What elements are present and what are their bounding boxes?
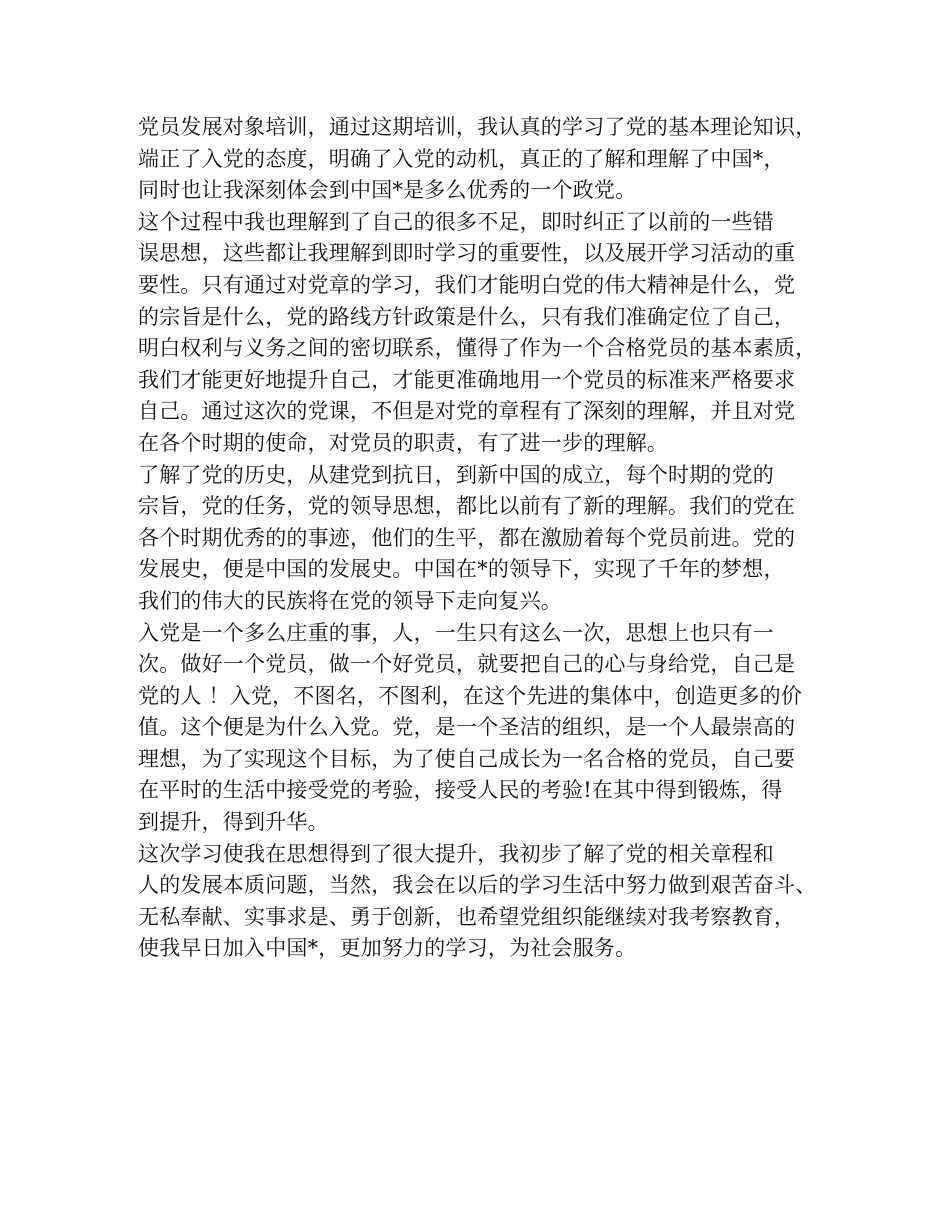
- text-line: 自己。通过这次的党课，不但是对党的章程有了深刻的理解，并且对党: [138, 399, 796, 424]
- text-line: 党的人 ！入党，不图名，不图利，在这个先进的集体中，创造更多的价: [138, 683, 803, 708]
- text-line: 的宗旨是什么，党的路线方针政策是什么，只有我们准确定位了自己，: [138, 304, 796, 329]
- text-line: 到提升，得到升华。: [138, 810, 329, 835]
- text-line: 端正了入党的态度，明确了入党的动机，真正的了解和理解了中国*，: [138, 146, 785, 171]
- text-line: 明白权利与义务之间的密切联系，懂得了作为一个合格党员的基本素质，: [138, 336, 817, 361]
- text-line: 这次学习使我在思想得到了很大提升，我初步了解了党的相关章程和: [138, 841, 774, 866]
- text-line: 党员发展对象培训，通过这期培训，我认真的学习了党的基本理论知识，: [138, 115, 817, 139]
- text-line: 我们才能更好地提升自己，才能更准确地用一个党员的标准来严格要求: [138, 367, 796, 392]
- text-line: 人的发展本质问题，当然，我会在以后的学习生活中努力做到艰苦奋斗、: [138, 873, 817, 898]
- body-text: [138, 112, 828, 965]
- text-line: 误思想，这些都让我理解到即时学习的重要性，以及展开学习活动的重: [138, 241, 796, 266]
- text-line: 值。这个便是为什么入党。党，是一个圣洁的组织，是一个人最崇高的: [138, 715, 796, 740]
- text-line: 要性。只有通过对党章的学习，我们才能明白党的伟大精神是什么，党: [138, 272, 796, 297]
- text-line: 这个过程中我也理解到了自己的很多不足，即时纠正了以前的一些错: [138, 209, 774, 234]
- text-line: 我们的伟大的民族将在党的领导下走向复兴。: [138, 588, 562, 613]
- text-line: 理想，为了实现这个目标，为了使自己成长为一名合格的党员，自己要: [138, 746, 796, 771]
- text-line: 次。做好一个党员，做一个好党员，就要把自己的心与身给党，自己是: [138, 652, 796, 677]
- text-line: 入党是一个多么庄重的事，人，一生只有这么一次，思想上也只有一: [138, 620, 774, 645]
- text-line: 使我早日加入中国*，更加努力的学习，为社会服务。: [138, 936, 637, 961]
- text-line: 宗旨，党的任务，党的领导思想，都比以前有了新的理解。我们的党在: [138, 494, 796, 519]
- text-line: 在各个时期的使命，对党员的职责，有了进一步的理解。: [138, 430, 668, 455]
- text-line: 各个时期优秀的的事迹，他们的生平，都在激励着每个党员前进。党的: [138, 525, 796, 550]
- text-line: 发展史，便是中国的发展史。中国在*的领导下，实现了千年的梦想，: [138, 557, 785, 582]
- text-line: 在平时的生活中接受党的考验，接受人民的考验!在其中得到锻炼，得: [138, 778, 783, 803]
- text-line: 无私奉献、实事求是、勇于创新，也希望党组织能继续对我考察教育，: [138, 904, 796, 929]
- text-line: 了解了党的历史，从建党到抗日，到新中国的成立，每个时期的党的: [138, 462, 774, 487]
- text-line: 同时也让我深刻体会到中国*是多么优秀的一个政党。: [138, 178, 637, 203]
